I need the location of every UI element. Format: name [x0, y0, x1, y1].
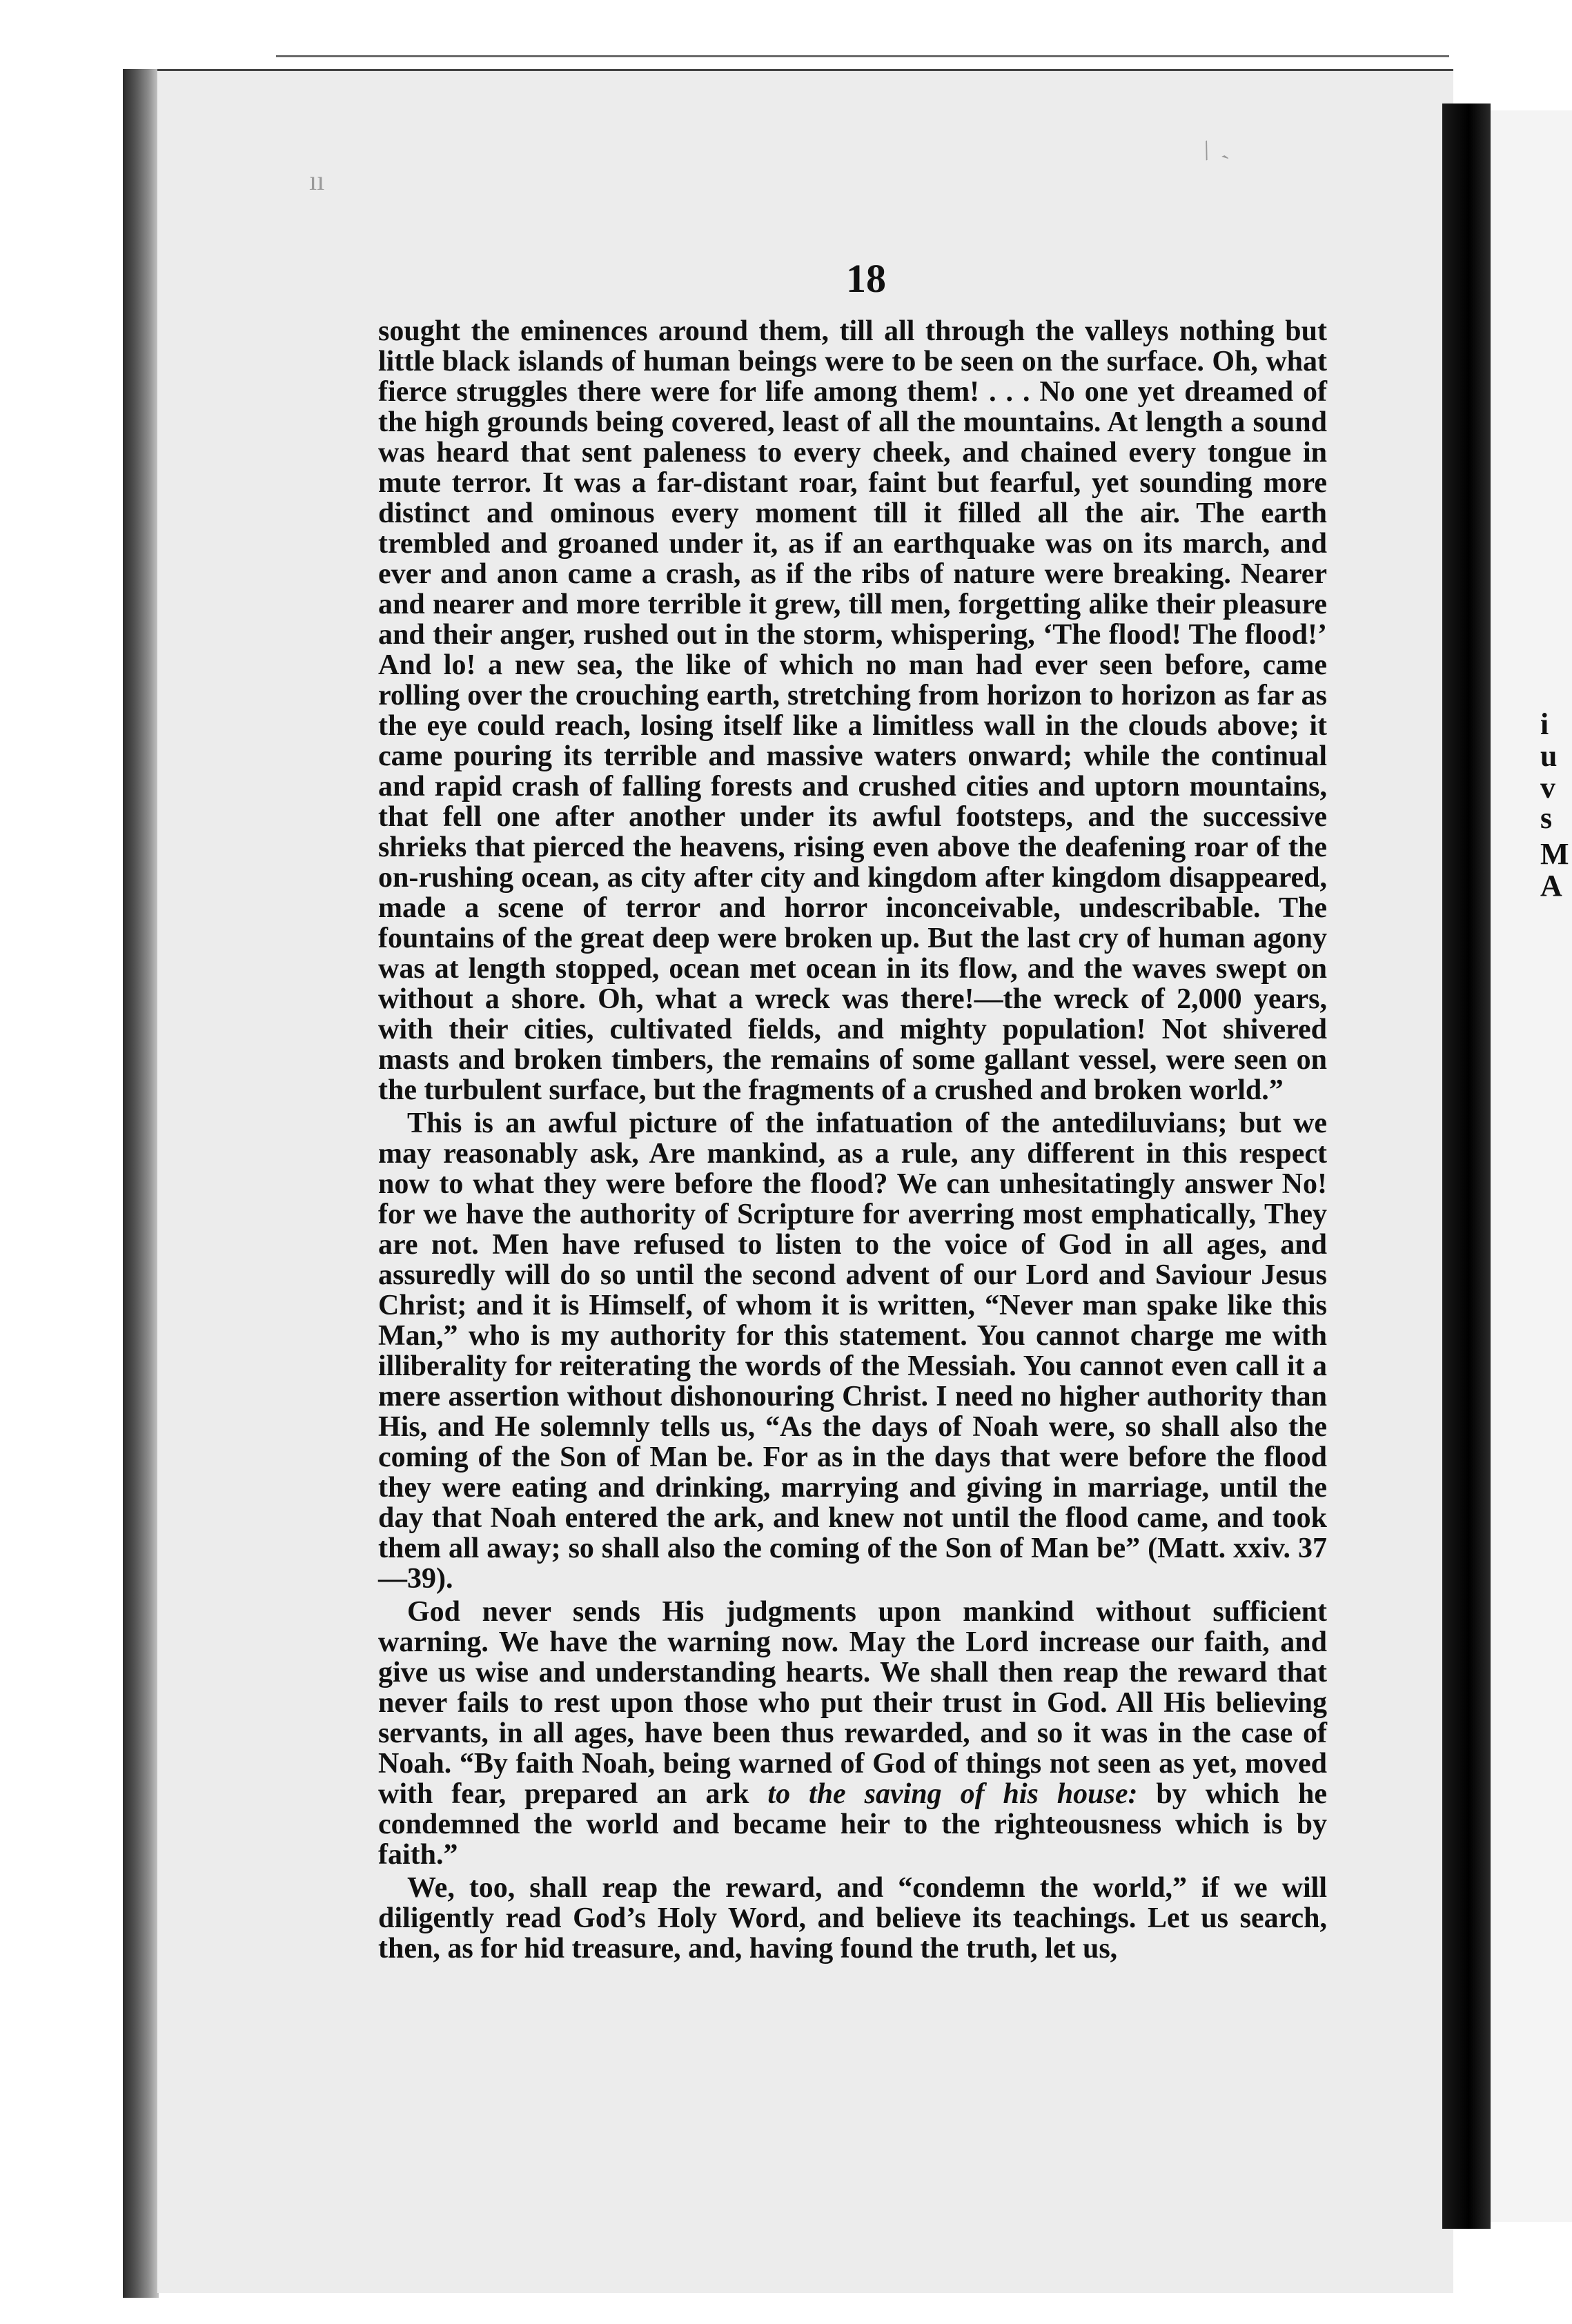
- pencil-mark-top: ıı: [309, 165, 325, 196]
- facing-page-letter: i: [1540, 707, 1549, 741]
- facing-page-edge: [1491, 110, 1572, 2222]
- book-gutter-shadow: [1442, 104, 1491, 2229]
- facing-page-letter: v: [1540, 771, 1555, 805]
- paragraph-2: This is an awful picture of the infatuation of the antediluvians; but we may reasonably ask, Are mankind, as a rule, any different in this respect now to what they were before the flood? We can unhesitatingly answer No! for we have the authority of Scripture for averring most emphatically, They are not. Men have refused to listen to the voice of God in all ages, and assuredly will do so until the second advent of our Lord and Saviour Jesus Christ; and it is Himself, of whom it is written, “Never man spake like this Man,” who is my authority for this statement. You cannot charge me with illiberality for reiterating the words of the Messiah. You cannot even call it a mere assertion without dishonouring Christ. I need no higher authority than His, and He solemnly tells us, “As the days of Noah were, so shall also the coming of the Son of Man be. For as in the days that were before the flood they were eating and drinking, marrying and giving in marriage, until the day that Noah entered the ark, and knew not until the flood came, and took them all away; so shall also the coming of the Son of Man be” (Matt. xxiv. 37—39).: [378, 1107, 1327, 1595]
- paragraph-3-italic: to the saving of his house:: [767, 1778, 1138, 1810]
- paragraph-3-tail: by which he condemned the world and became heir to the righteousness which is by faith.”: [378, 1778, 1328, 1871]
- paragraph-3-text: God never sends His judgments upon mankind without sufficient warning. We have the warning now. May the Lord increase our faith, and give us wise and understanding hearts. We shall then reap the reward that never fails to rest upon those who put their trust in God. All His believing servants, in all ages, have been thus rewarded, and so it was in the case of Noah. “By faith Noah, being warned of God of things not seen as yet, moved with fear, prepared an ark: [378, 1596, 1327, 1810]
- book-binding-left: [123, 69, 159, 2298]
- paragraph-3: [378, 1597, 1327, 1870]
- paragraph-4: We, too, shall reap the reward, and “condemn the world,” if we will diligently read God’s Holy Word, and believe its teachings. Let us search, then, as for hid treasure, and, having found the truth, let us,: [378, 1872, 1327, 1964]
- paragraph-1: sought the eminences around them, till all through the valleys nothing but little black islands of human beings were to be seen on the surface. Oh, what fierce struggles there were for life among them! . . . No one yet dreamed of the high grounds being covered, least of all the mountains. At length a sound was heard that sent paleness to every cheek, and chained every tongue in mute terror. It was a far-distant roar, faint but fearful, yet sounding more distinct and ominous every moment till it filled all the air. The earth trembled and groaned under it, as if an earthquake was on its march, and ever and anon came a crash, as if the ribs of nature were breaking. Nearer and nearer and more terrible it grew, till men, forgetting alike their pleasure and their anger, rushed out in the storm, whispering, ‘The flood! The flood!’ And lo! a new sea, the like of which no man had ever seen before, came rolling over the crouching earth, stretching from horizon to horizon as far as the eye could reach, losing itself like a limitless wall in the clouds above; it came pouring its terrible and massive waters onward; while the continual and rapid crash of falling forests and crushed cities and uptorn mountains, that fell one after another under its awful footsteps, and the successive shrieks that pierced the heavens, rising even above the deafening roar of the on-rushing ocean, as city after city and kingdom after kingdom disappeared, made a scene of terror and horror inconceivable, undescribable. The fountains of the great deep were broken up. But the last cry of human agony was at length stopped, ocean met ocean in its flow, and the waves swept on without a shore. Oh, what a wreck was there!—the wreck of 2,000 years, with their cities, cultivated fields, and mighty population! Not shivered masts and broken timbers, the remains of some gallant vessel, were seen on the turbulent surface, but the fragments of a crushed and broken world.”: [378, 315, 1327, 1106]
- facing-page-letter: M: [1540, 837, 1569, 871]
- page-body: [378, 316, 1327, 1967]
- facing-page-letter: s: [1540, 801, 1553, 835]
- pencil-mark-corner: / ˎ: [1197, 128, 1231, 166]
- facing-page-letter: u: [1540, 739, 1558, 773]
- scan-top-edge: [276, 55, 1449, 57]
- facing-page-letter: A: [1540, 869, 1562, 903]
- page-number: 18: [846, 256, 886, 301]
